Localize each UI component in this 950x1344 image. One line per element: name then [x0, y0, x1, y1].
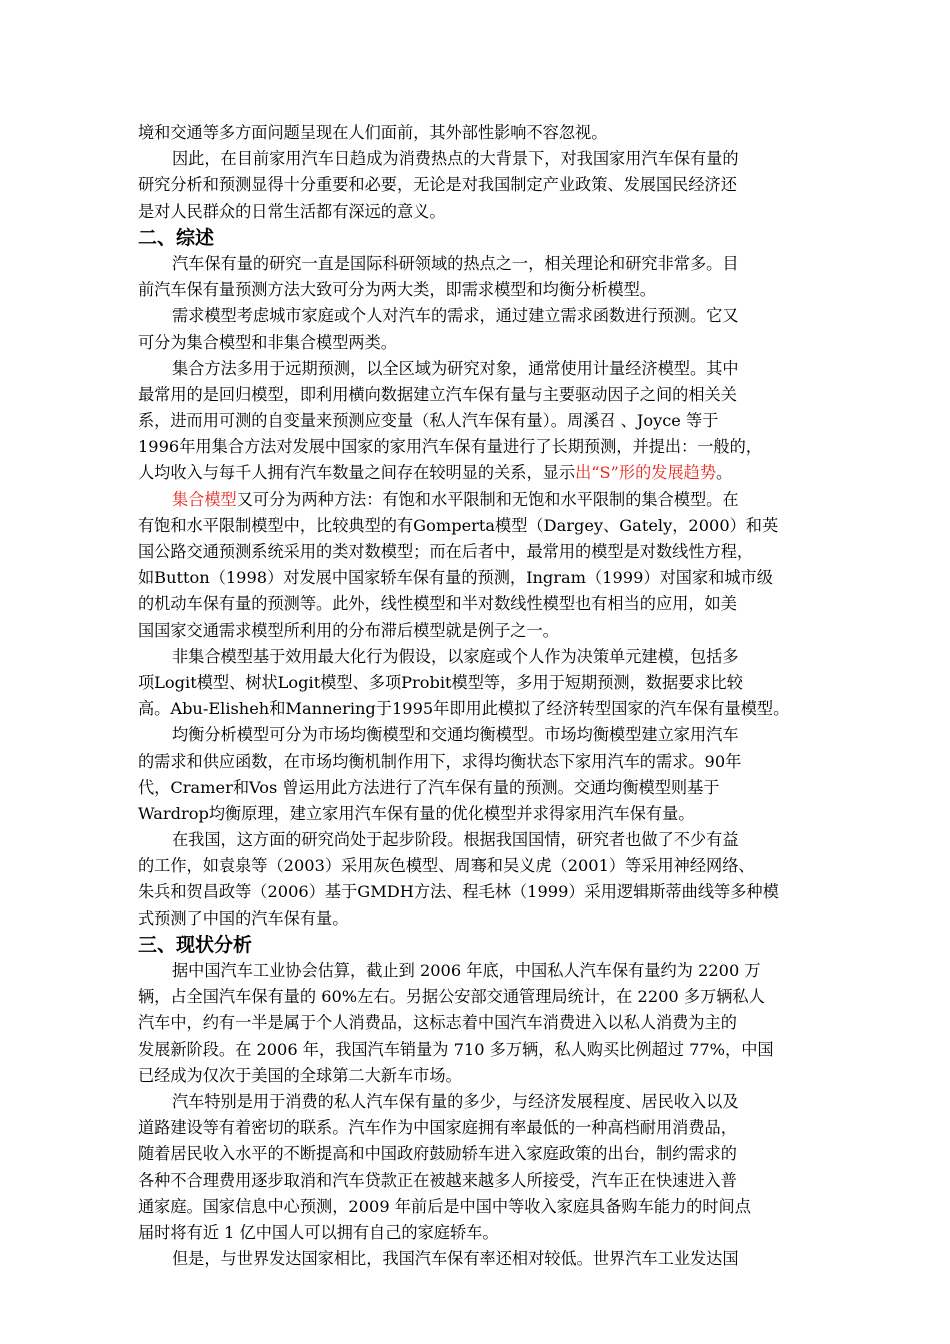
text-line: 辆，占全国汽车保有量的 60%左右。另据公安部交通管理局统计，在 2200 多万辆私人 [138, 987, 765, 1007]
text-span: 又可分为两种方法：有饱和水平限制和无饱和水平限制的集合模型。在 [236, 489, 739, 509]
text-line: 国国家交通需求模型所利用的分布滞后模型就是例子之一。 [138, 620, 559, 640]
paragraph [138, 958, 860, 1089]
text-line: 的需求和供应函数，在市场均衡机制作用下，求得均衡状态下家用汽车的需求。90年 [138, 751, 742, 771]
text-span: 。 [716, 463, 733, 483]
text-line: 最常用的是回归模型，即利用横向数据建立汽车保有量与主要驱动因子之间的相关关 [138, 384, 737, 404]
text-line: 集合方法多用于远期预测，以全区域为研究对象，通常使用计量经济模型。其中 [172, 358, 739, 378]
text-span: 人均收入与每千人拥有汽车数量之间存在较明显的关系，显示 [138, 463, 576, 483]
paragraph [138, 146, 860, 225]
text-line: 1996年用集合方法对发展中国家的家用汽车保有量进行了长期预测，并提出：一般的， [138, 437, 762, 457]
paragraph [138, 644, 860, 723]
document-page [138, 120, 860, 1272]
text-line: 因此，在目前家用汽车日趋成为消费热点的大背景下，对我国家用汽车保有量的 [172, 149, 739, 169]
text-line: 汽车特别是用于消费的私人汽车保有量的多少，与经济发展程度、居民收入以及 [172, 1091, 739, 1111]
text-line: 代，Cramer和Vos 曾运用此方法进行了汽车保有量的预测。交通均衡模型则基于 [138, 777, 720, 797]
paragraph [138, 303, 860, 355]
text-line: 朱兵和贺昌政等（2006）基于GMDH方法、程毛林（1999）采用逻辑斯蒂曲线等多种模 [138, 882, 779, 902]
paragraph [138, 487, 860, 644]
text-line: 道路建设等有着密切的联系。汽车作为中国家庭拥有率最低的一种高档耐用消费品， [138, 1118, 737, 1138]
text-line: 在我国，这方面的研究尚处于起步阶段。根据我国国情，研究者也做了不少有益 [172, 830, 739, 850]
text-line: 通家庭。国家信息中心预测，2009 年前后是中国中等收入家庭具备购车能力的时间点 [138, 1196, 751, 1216]
text-line: 可分为集合模型和非集合模型两类。 [138, 332, 397, 352]
paragraph [138, 1089, 860, 1246]
text-line: 式预测了中国的汽车保有量。 [138, 908, 349, 928]
section-heading-status: 三、现状分析 [138, 933, 253, 956]
text-line: 境和交通等多方面问题呈现在人们面前，其外部性影响不容忽视。 [138, 123, 608, 142]
text-line: 均衡分析模型可分为市场均衡模型和交通均衡模型。市场均衡模型建立家用汽车 [172, 725, 739, 745]
text-line: 随着居民收入水平的不断提高和中国政府鼓励轿车进入家庭政策的出台，制约需求的 [138, 1144, 737, 1164]
section-heading-overview: 二、综述 [138, 226, 215, 249]
text-line: 是对人民群众的日常生活都有深远的意义。 [138, 201, 446, 221]
text-line: 汽车保有量的研究一直是国际科研领域的热点之一，相关理论和研究非常多。目 [172, 253, 739, 273]
text-line: 前汽车保有量预测方法大致可分为两大类，即需求模型和均衡分析模型。 [138, 280, 656, 300]
text-line: 各种不合理费用逐步取消和汽车贷款正在被越来越多人所接受，汽车正在快速进入普 [138, 1170, 737, 1190]
text-line: 有饱和水平限制模型中，比较典型的有Gomperta模型（Dargey、Gately，2000）和英 [138, 515, 779, 535]
text-line: 已经成为仅次于美国的全球第二大新车市场。 [138, 1065, 462, 1085]
paragraph [138, 1246, 860, 1272]
text-line: 的机动车保有量的预测等。此外，线性模型和半对数线性模型也有相当的应用，如美 [138, 594, 737, 614]
text-line: 如Button（1998）对发展中国家轿车保有量的预测，Ingram（1999）对国家和城市级 [138, 568, 773, 588]
text-line: 研究分析和预测显得十分重要和必要，无论是对我国制定产业政策、发展国民经济还 [138, 175, 737, 195]
text-line: 国公路交通预测系统采用的类对数模型；而在后者中，最常用的模型是对数线性方程， [138, 542, 754, 561]
paragraph [138, 356, 860, 487]
paragraph [138, 120, 860, 146]
text-line: 高。Abu-Elisheh和Mannering于1995年即用此模拟了经济转型国家的汽车保有量模型。 [138, 699, 790, 719]
highlighted-text: 出“S”形的发展趋势 [575, 463, 717, 483]
text-line: Wardrop均衡原理，建立家用汽车保有量的优化模型并求得家用汽车保有量。 [138, 803, 695, 823]
paragraph [138, 827, 860, 932]
paragraph [138, 251, 860, 303]
text-line: 系，进而用可测的自变量来预测应变量（私人汽车保有量）。周溪召 、Joyce 等于 [138, 411, 719, 431]
text-line: 届时将有近 1 亿中国人可以拥有自己的家庭轿车。 [138, 1222, 499, 1242]
text-line [138, 487, 860, 513]
text-line: 非集合模型基于效用最大化行为假设，以家庭或个人作为决策单元建模，包括多 [172, 646, 739, 666]
text-line [138, 460, 860, 486]
text-line: 发展新阶段。在 2006 年，我国汽车销量为 710 多万辆，私人购买比例超过 77%，中国 [138, 1039, 774, 1059]
text-line: 但是，与世界发达国家相比，我国汽车保有率还相对较低。世界汽车工业发达国 [172, 1249, 739, 1269]
text-line: 项Logit模型、树状Logit模型、多项Probit模型等，多用于短期预测，数据要求比较 [138, 672, 743, 692]
paragraph [138, 722, 860, 827]
text-line: 汽车中，约有一半是属于个人消费品，这标志着中国汽车消费进入以私人消费为主的 [138, 1013, 737, 1033]
text-line: 的工作，如袁泉等（2003）采用灰色模型、周骞和吴义虎（2001）等采用神经网络、 [138, 856, 755, 876]
text-line: 据中国汽车工业协会估算，截止到 2006 年底，中国私人汽车保有量约为 2200 万 [172, 961, 761, 980]
text-line: 需求模型考虑城市家庭或个人对汽车的需求，通过建立需求函数进行预测。它又 [172, 306, 739, 326]
highlighted-text: 集合模型 [172, 489, 237, 509]
